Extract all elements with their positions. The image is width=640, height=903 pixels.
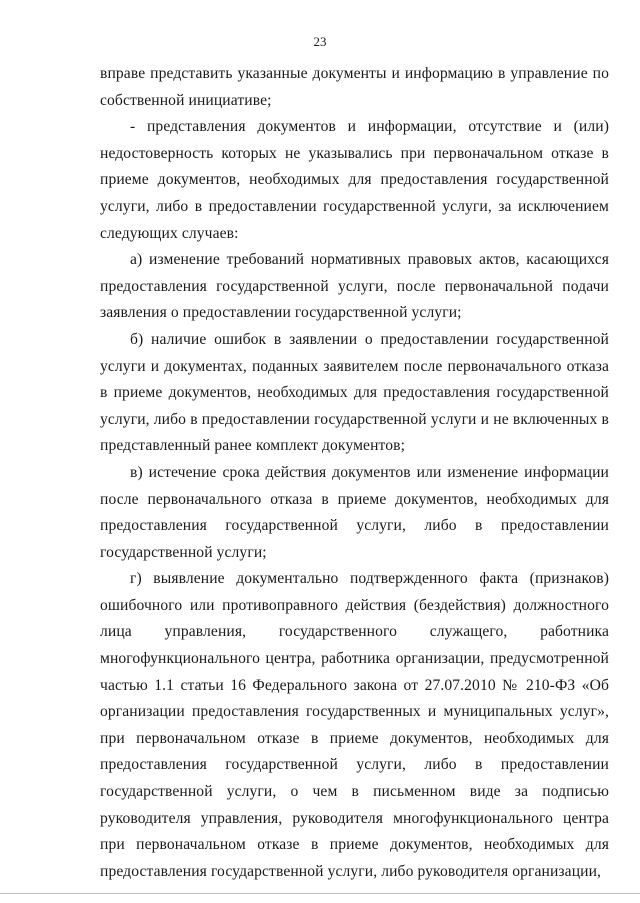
paragraph-list-item: - представления документов и информации, отсутствие и (или) недостоверность которых не указывались при первоначальном отказе в приеме документов, необходимых для предоставления государственной услуги, либо в предоставлении государственной услуги, за исключением следующих случаев: — [100, 118, 609, 242]
paragraph-case-b: б) наличие ошибок в заявлении о предоставлении государственной услуги и документах, поданных заявителем после первоначального отказа в приеме документов, необходимых для предоставления государственной услуги, либо в предоставлении государственной услуги и не включенных в представленный ранее комплект документов; — [100, 330, 609, 455]
page-bottom-edge — [0, 893, 640, 894]
paragraph-case-g: г) выявление документально подтвержденного факта (признаков) ошибочного или противоправного действия (бездействия) должностного лица управления, государственного служащего, работника многофункционального центра, работника организации, предусмотренной частью 1.1 статьи 16 Федерального закона от 27.07.2010 № 210-ФЗ «Об организации предоставления государственных и муниципальных услуг», при первоначальном отказе в приеме документов, необходимых для предоставления государственной услуги, либо в предоставлении государственной услуги, о чем в письменном виде за подписью руководителя управления, руководителя многофункционального центра при первоначальном отказе в приеме документов, необходимых для предоставления государственной услуги, либо руководителя организации, — [100, 570, 609, 880]
paragraph-continuation: вправе представить указанные документы и информацию в управление по собственной инициативе; — [100, 65, 609, 109]
document-body — [100, 61, 609, 885]
page-number: 23 — [313, 34, 327, 49]
paragraph-case-v: в) истечение срока действия документов или изменение информации после первоначального отказа в приеме документов, необходимых для предоставления государственной услуги, либо в предоставлении государственной услуги; — [100, 463, 609, 561]
paragraph-case-a: а) изменение требований нормативных правовых актов, касающихся предоставления государственной услуги, после первоначальной подачи заявления о предоставлении государственной услуги; — [100, 251, 609, 322]
